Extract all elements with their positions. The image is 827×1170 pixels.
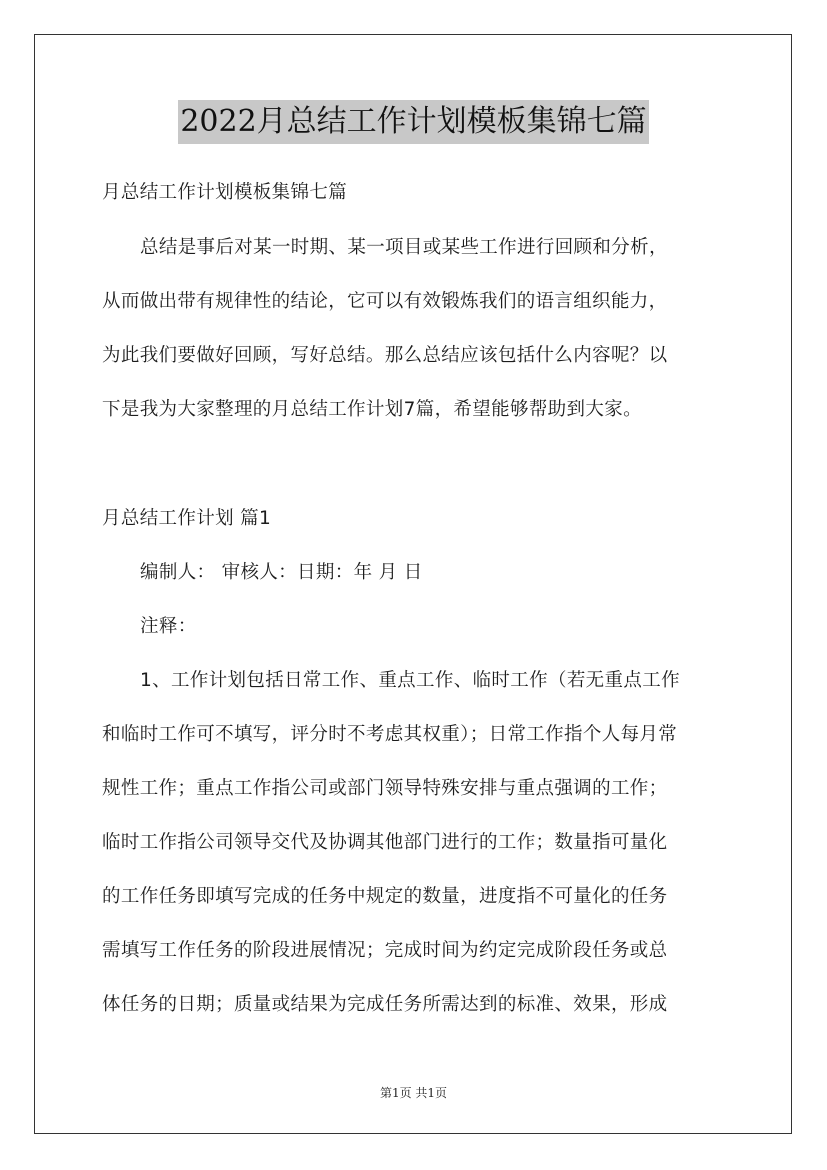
note-line-1: 1、工作计划包括日常工作、重点工作、临时工作（若无重点工作: [140, 670, 680, 691]
section-heading: 月总结工作计划 篇1: [102, 508, 272, 529]
page-footer: 第1页 共1页: [379, 1086, 448, 1100]
note-line-7: 体任务的日期；质量或结果为完成任务所需达到的标准、效果，形成: [102, 994, 668, 1015]
intro-line-1: 总结是事后对某一时期、某一项目或某些工作进行回顾和分析，: [140, 237, 668, 258]
note-line-3: 规性工作；重点工作指公司或部门领导特殊安排与重点强调的工作；: [102, 778, 668, 799]
title-wrap: [0, 100, 827, 144]
note-line-2: 和临时工作可不填写，评分时不考虑其权重）；日常工作指个人每月常: [102, 724, 678, 745]
note-line-5: 的工作任务即填写完成的任务中规定的数量，进度指不可量化的任务: [102, 886, 668, 907]
meta-line: 编制人： 审核人：日期：年 月 日: [140, 562, 423, 583]
intro-line-3: 为此我们要做好回顾，写好总结。那么总结应该包括什么内容呢？以: [102, 345, 668, 366]
document-subtitle: 月总结工作计划模板集锦七篇: [102, 182, 348, 203]
note-line-4: 临时工作指公司领导交代及协调其他部门进行的工作；数量指可量化: [102, 832, 668, 853]
intro-line-4: 下是我为大家整理的月总结工作计划7篇，希望能够帮助到大家。: [102, 399, 642, 420]
intro-line-2: 从而做出带有规律性的结论，它可以有效锻炼我们的语言组织能力，: [102, 291, 668, 312]
note-line-6: 需填写工作任务的阶段进展情况；完成时间为约定完成阶段任务或总: [102, 940, 668, 961]
document-title: 2022月总结工作计划模板集锦七篇: [178, 100, 648, 144]
note-label: 注释：: [140, 616, 197, 637]
